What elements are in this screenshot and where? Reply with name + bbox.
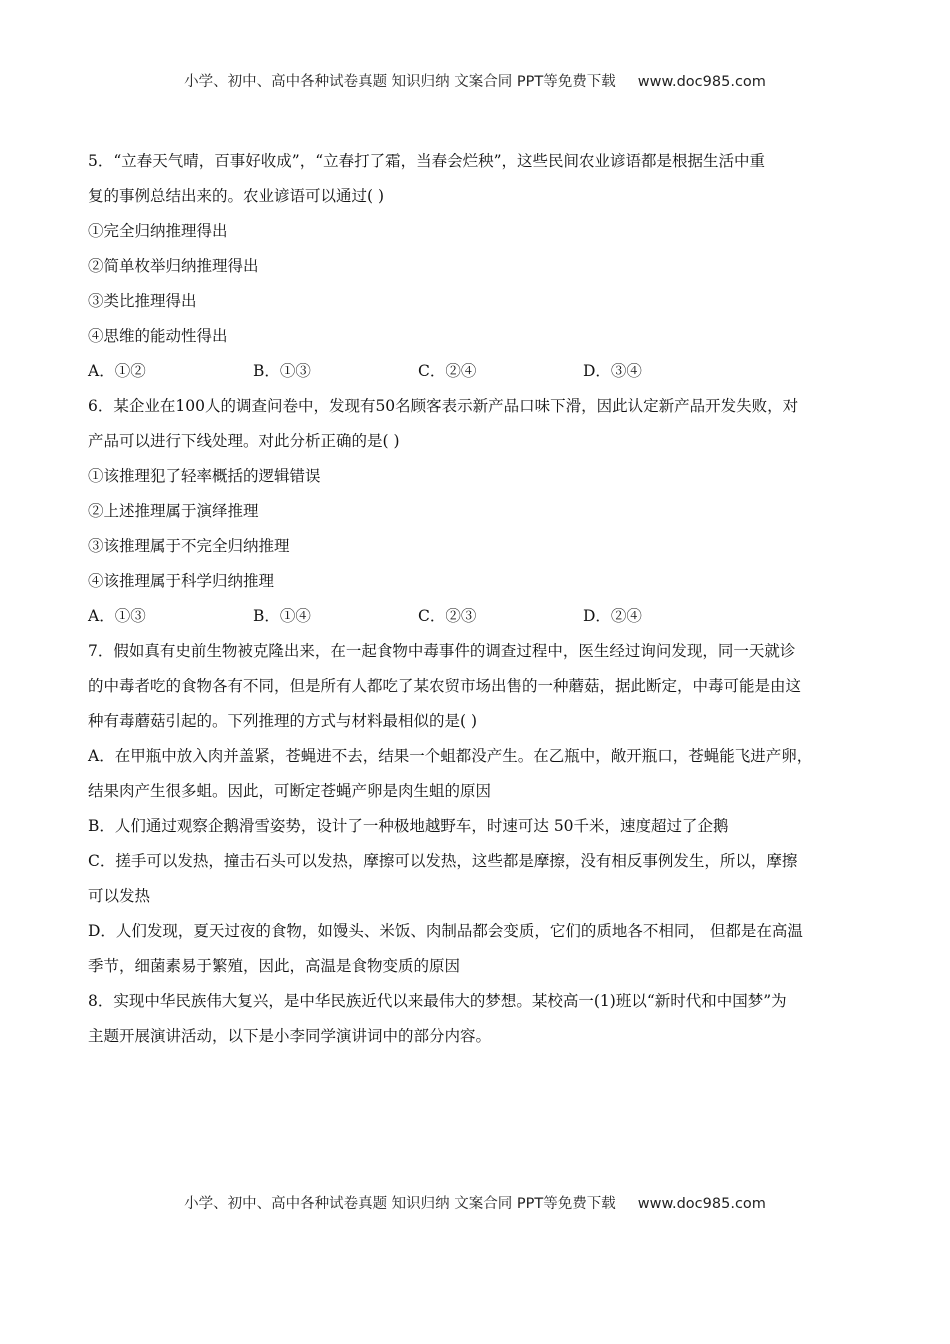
choice-b: B．①③ (253, 362, 311, 380)
statement-item: ③类比推理得出 (88, 292, 197, 310)
choice-c: C．②④ (418, 362, 477, 380)
header-text: 小学、初中、高中各种试卷真题 知识归纳 文案合同 PPT等免费下载 (184, 74, 616, 90)
statement-item: ①该推理犯了轻率概括的逻辑错误 (88, 467, 321, 485)
option-c-line: 可以发热 (88, 887, 151, 905)
answer-choices (88, 599, 864, 634)
choice-c: C．②③ (418, 607, 477, 625)
footer-text: 小学、初中、高中各种试卷真题 知识归纳 文案合同 PPT等免费下载 (184, 1196, 616, 1212)
option-d-line: 季节，细菌素易于繁殖，因此，高温是食物变质的原因 (88, 957, 461, 975)
footer-url[interactable]: www.doc985.com (637, 1196, 766, 1212)
exam-content (88, 144, 864, 1054)
question-5 (88, 144, 864, 389)
statement-item: ④该推理属于科学归纳推理 (88, 572, 275, 590)
question-6 (88, 389, 864, 634)
choice-a: A．①② (88, 362, 146, 380)
statement-item: ③该推理属于不完全归纳推理 (88, 537, 290, 555)
statement-item: ①完全归纳推理得出 (88, 222, 228, 240)
option-c-line: C．搓手可以发热，撞击石头可以发热，摩擦可以发热，这些都是摩擦，没有相反事例发生，所以，摩擦 (88, 852, 798, 870)
statement-item: ②上述推理属于演绎推理 (88, 502, 259, 520)
option-d-line: D．人们发现，夏天过夜的食物，如馒头、米饭、肉制品都会变质，它们的质地各不相同， 但都是在高温 (88, 922, 803, 940)
choice-a: A．①③ (88, 607, 146, 625)
choice-d: D．②④ (583, 607, 642, 625)
statement-item: ④思维的能动性得出 (88, 327, 228, 345)
question-stem-line: 的中毒者吃的食物各有不同，但是所有人都吃了某农贸市场出售的一种蘑菇，据此断定，中毒可能是由这 (88, 677, 802, 695)
question-stem-line: 6．某企业在100人的调查问卷中，发现有50名顾客表示新产品口味下滑，因此认定新产品开发失败，对 (88, 397, 799, 415)
question-stem-line: 8．实现中华民族伟大复兴，是中华民族近代以来最伟大的梦想。某校高一(1)班以“新时代和中国梦”为 (88, 992, 787, 1010)
question-stem-line: 种有毒蘑菇引起的。下列推理的方式与材料最相似的是( ) (88, 712, 478, 730)
question-stem-line: 7．假如真有史前生物被克隆出来，在一起食物中毒事件的调查过程中，医生经过询问发现，同一天就诊 (88, 642, 796, 660)
option-a-line: 结果肉产生很多蛆。因此，可断定苍蝇产卵是肉生蛆的原因 (88, 782, 492, 800)
option-a-line: A．在甲瓶中放入肉并盖紧，苍蝇进不去，结果一个蛆都没产生。在乙瓶中，敞开瓶口，苍蝇能飞进产卵， (88, 747, 813, 765)
page-header (0, 70, 950, 91)
page-footer (0, 1192, 950, 1213)
choice-d: D．③④ (583, 362, 642, 380)
header-url[interactable]: www.doc985.com (637, 74, 766, 90)
statement-item: ②简单枚举归纳推理得出 (88, 257, 259, 275)
question-8 (88, 984, 864, 1054)
question-stem-line: 主题开展演讲活动，以下是小李同学演讲词中的部分内容。 (88, 1027, 492, 1045)
question-7 (88, 634, 864, 984)
question-stem-line: 产品可以进行下线处理。对此分析正确的是( ) (88, 432, 400, 450)
question-stem-line: 5．“立春天气晴，百事好收成”，“立春打了霜，当春会烂秧”，这些民间农业谚语都是根据生活中重 (88, 152, 766, 170)
question-stem-line: 复的事例总结出来的。农业谚语可以通过( ) (88, 187, 385, 205)
answer-choices (88, 354, 864, 389)
option-b-line: B．人们通过观察企鹅滑雪姿势，设计了一种极地越野车，时速可达 50千米，速度超过了企鹅 (88, 817, 729, 835)
choice-b: B．①④ (253, 607, 311, 625)
